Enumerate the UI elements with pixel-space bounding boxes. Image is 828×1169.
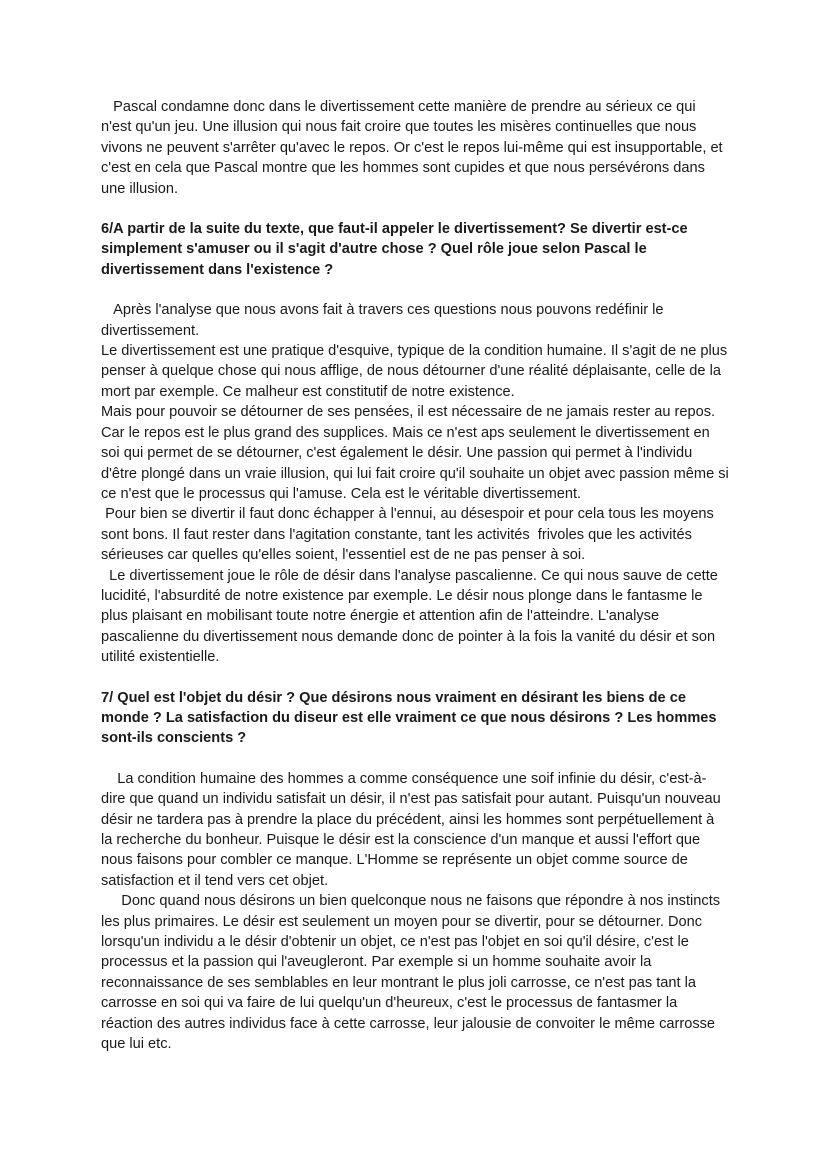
question-7-heading: 7/ Quel est l'objet du désir ? Que désirons nous vraiment en désirant les biens de ce monde ? La satisfaction du diseur est elle vraiment ce que nous désirons ? Les hommes sont-ils conscients ? (101, 689, 717, 747)
q7-paragraph-1: La condition humaine des hommes a comme conséquence une soif infinie du désir, c'est-à-dire que quand un individu satisfait un désir, il n'est pas satisfait pour autant. Puisqu'un nouveau désir ne tardera pas à prendre la place du précédent, ainsi les hommes sont perpétuellement à la recherche du bonheur. Puisque le désir est la conscience d'un manque et aussi l'effort que nous faisons pour combler ce manque. L'Homme se représente un objet comme source de satisfaction et il tend vers cet objet. (101, 770, 725, 889)
q6-paragraph-2: Le divertissement est une pratique d'esquive, typique de la condition humaine. Il s'agit de ne plus penser à quelque chose qui nous afflige, de nous détourner d'une réalité déplaisante, celle de la mort par exemple. Ce malheur est constitutif de notre existence. (101, 343, 728, 400)
q7-paragraph-2: Donc quand nous désirons un bien quelconque nous ne faisons que répondre à nos instincts les plus primaires. Le désir est seulement un moyen pour se divertir, pour se détourner. Donc lorsqu'un individu a le désir d'obtenir un objet, ce n'est pas l'objet en soi qu'il désire, c'est le processus et la passion qui l'aveugleront. Par exemple si un homme souhaite avoir la reconnaissance de ses semblables en leur montrant le plus joli carrosse, ce n'est pas tant la carrosse en soi qui va faire de lui quelqu'un d'heureux, c'est le processus de fantasmer la réaction des autres individus face à cette carrosse, leur jalousie de convoiter le même carrosse que lui etc. (101, 893, 725, 1053)
q6-paragraph-4: Pour bien se divertir il faut donc échapper à l'ennui, au désespoir et pour cela tous les moyens sont bons. Il faut rester dans l'agitation constante, tant les activités frivoles que les activités sérieuses car quelles qu'elles soient, l'essentiel est de ne pas penser à soi. (101, 506, 718, 564)
q6-paragraph-3: Mais pour pouvoir se détourner de ses pensées, il est nécessaire de ne jamais rester au repos. Car le repos est le plus grand des supplices. Mais ce n'est aps seulement le divertissement en soi qui permet de se détourner, c'est également le désir. Une passion qui permet à l'individu d'être plongé dans un vraie illusion, qui lui fait croire qu'il souhaite un objet avec passion même si ce n'est que le processus qui l'amuse. Cela est le véritable divertissement. (101, 404, 729, 502)
intro-paragraph: Pascal condamne donc dans le divertissement cette manière de prendre au sérieux ce qui n'est qu'un jeu. Une illusion qui nous fait croire que toutes les misères continuelles que nous vivons ne peuvent s'arrêter qu'avec le repos. Or c'est le repos lui-même qui est insupportable, et c'est en cela que Pascal montre que les hommes sont cupides et que nous persévérons dans une illusion. (101, 99, 727, 197)
q6-paragraph-5: Le divertissement joue le rôle de désir dans l'analyse pascalienne. Ce qui nous sauve de cette lucidité, l'absurdité de notre existence par exemple. Le désir nous plonge dans le fantasme le plus plaisant en mobilisant toute notre énergie et attention afin de l'atteindre. L'analyse pascalienne du divertissement nous demande donc de pointer à la fois la vanité du désir et son utilité existentielle. (101, 567, 722, 666)
q6-paragraph-1: Après l'analyse que nous avons fait à travers ces questions nous pouvons redéfinir le divertissement. (101, 302, 668, 339)
question-6-heading: 6/A partir de la suite du texte, que faut-il appeler le divertissement? Se divertir est-ce simplement s'amuser ou il s'agit d'autre chose ? Quel rôle joue selon Pascal le divertissement dans l'existence ? (101, 221, 688, 278)
